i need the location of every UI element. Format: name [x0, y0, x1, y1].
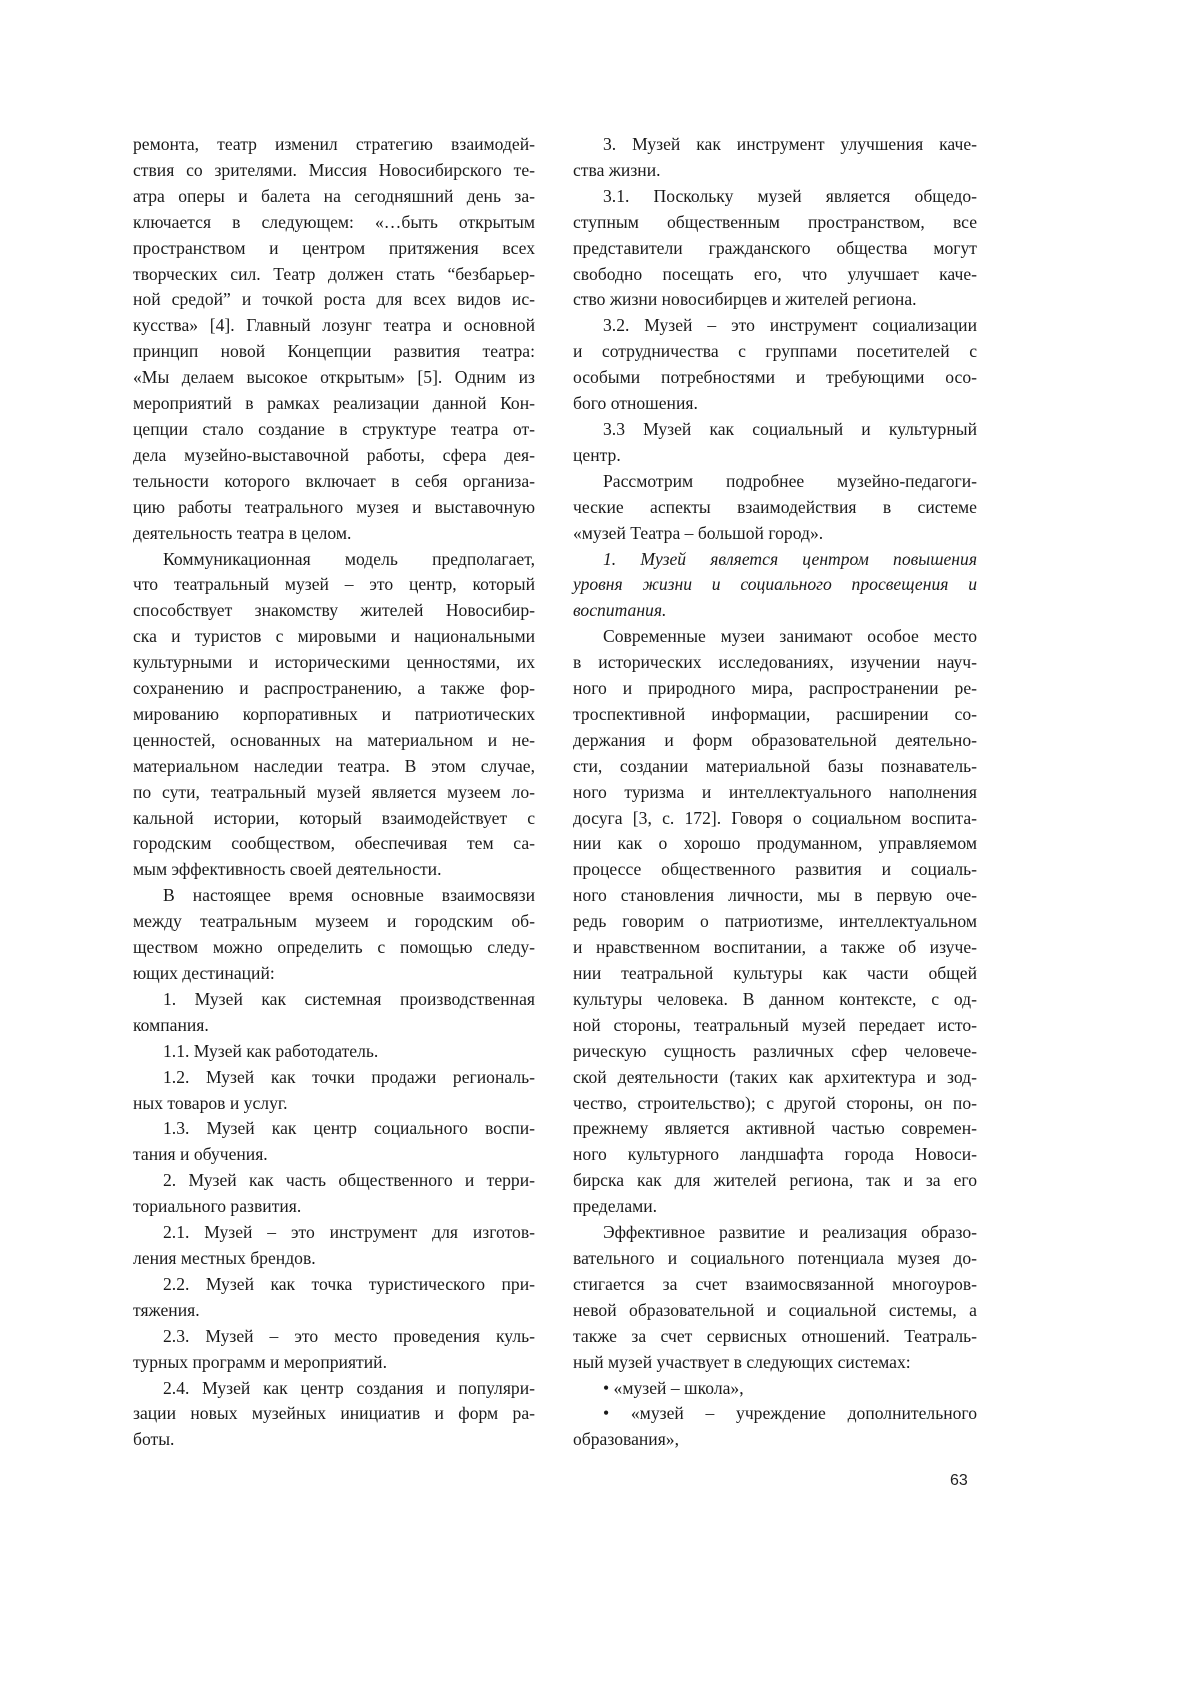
text-line: 1.2. Музей как точки продажи региональ- — [133, 1065, 535, 1091]
text-line: ческие аспекты взаимодействия в системе — [573, 495, 977, 521]
paragraph — [573, 624, 977, 1220]
text-line: 1. Музей является центром повышения — [573, 547, 977, 573]
text-line: Коммуникационная модель предполагает, — [133, 547, 535, 573]
text-line: В настоящее время основные взаимосвязи — [133, 883, 535, 909]
text-line: ного и природного мира, распространении ре- — [573, 676, 977, 702]
text-line: 2. Музей как часть общественного и терри- — [133, 1168, 535, 1194]
text-line: пределами. — [573, 1194, 977, 1220]
text-line: нии как о хорошо продуманном, управляемом — [573, 831, 977, 857]
text-line: образования», — [573, 1427, 977, 1453]
text-line: 1. Музей как системная производственная — [133, 987, 535, 1013]
text-line: прежнему является активной частью современ- — [573, 1116, 977, 1142]
text-line: что театральный музей – это центр, который — [133, 572, 535, 598]
paragraph — [133, 132, 535, 547]
text-line: ступным общественным пространством, все — [573, 210, 977, 236]
paragraph — [133, 1065, 535, 1117]
text-line: ства жизни. — [573, 158, 977, 184]
text-line: цию работы театрального музея и выставочную — [133, 495, 535, 521]
text-line: принцип новой Концепции развития театра: — [133, 339, 535, 365]
text-line: представители гражданского общества могут — [573, 236, 977, 262]
text-line: свободно посещать его, что улучшает каче- — [573, 262, 977, 288]
paragraph — [573, 184, 977, 314]
paragraph — [133, 1272, 535, 1324]
text-line: уровня жизни и социального просвещения и — [573, 572, 977, 598]
text-line: редь говорим о патриотизме, интеллектуальном — [573, 909, 977, 935]
text-line: ных товаров и услуг. — [133, 1091, 535, 1117]
text-line: ствия со зрителями. Миссия Новосибирского те- — [133, 158, 535, 184]
text-line: атра оперы и балета на сегодняшний день за- — [133, 184, 535, 210]
text-line: досуга [3, с. 172]. Говоря о социальном воспита- — [573, 806, 977, 832]
paragraph — [133, 1220, 535, 1272]
text-line: пространством и центром притяжения всех — [133, 236, 535, 262]
text-line: невой образовательной и социальной системы, а — [573, 1298, 977, 1324]
text-line: дела музейно-выставочной работы, сфера дея- — [133, 443, 535, 469]
text-line: чество, строительство); с другой стороны, он по- — [573, 1091, 977, 1117]
text-line: по сути, театральный музей является музеем ло- — [133, 780, 535, 806]
text-line: турных программ и мероприятий. — [133, 1350, 535, 1376]
text-line: 1.1. Музей как работодатель. — [133, 1039, 535, 1065]
text-line: ления местных брендов. — [133, 1246, 535, 1272]
text-line: 2.3. Музей – это место проведения куль- — [133, 1324, 535, 1350]
text-line: 3.3 Музей как социальный и культурный — [573, 417, 977, 443]
text-line: 2.2. Музей как точка туристического при- — [133, 1272, 535, 1298]
text-line: особыми потребностями и требующими осо- — [573, 365, 977, 391]
text-line: также за счет сервисных отношений. Театраль- — [573, 1324, 977, 1350]
text-line: сохранению и распространению, а также фор- — [133, 676, 535, 702]
text-line: Современные музеи занимают особое место — [573, 624, 977, 650]
text-line: 3.1. Поскольку музей является общедо- — [573, 184, 977, 210]
text-line: • «музей – учреждение дополнительного — [573, 1401, 977, 1427]
paragraph — [133, 1376, 535, 1454]
text-line: 3.2. Музей – это инструмент социализации — [573, 313, 977, 339]
text-line: держания и форм образовательной деятельно- — [573, 728, 977, 754]
text-line: способствует знакомству жителей Новосибир- — [133, 598, 535, 624]
text-line: цепции стало создание в структуре театра от- — [133, 417, 535, 443]
text-line: рическую сущность различных сфер человече- — [573, 1039, 977, 1065]
paragraph — [573, 1376, 977, 1402]
text-line: тельности которого включает в себя организа- — [133, 469, 535, 495]
text-line: • «музей – школа», — [573, 1376, 977, 1402]
text-line: 2.4. Музей как центр создания и популяри- — [133, 1376, 535, 1402]
text-line: нии театральной культуры как части общей — [573, 961, 977, 987]
text-line: городским сообществом, обеспечивая тем са- — [133, 831, 535, 857]
text-line: стигается за счет взаимосвязанной многоуров- — [573, 1272, 977, 1298]
text-line: ного становления личности, мы в первую оче- — [573, 883, 977, 909]
paragraph — [133, 987, 535, 1039]
text-line: культурными и историческими ценностями, их — [133, 650, 535, 676]
text-line: бого отношения. — [573, 391, 977, 417]
text-line: творческих сил. Театр должен стать “безбарьер- — [133, 262, 535, 288]
paragraph — [573, 1220, 977, 1375]
text-line: Рассмотрим подробнее музейно-педагоги- — [573, 469, 977, 495]
text-line: бирска как для жителей региона, так и за его — [573, 1168, 977, 1194]
text-line: ремонта, театр изменил стратегию взаимодей- — [133, 132, 535, 158]
text-line: кусства» [4]. Главный лозунг театра и основной — [133, 313, 535, 339]
text-line: в исторических исследованиях, изучении науч- — [573, 650, 977, 676]
text-line: и нравственном воспитании, а также об изуче- — [573, 935, 977, 961]
text-line: ной стороны, театральный музей передает исто- — [573, 1013, 977, 1039]
text-line: материальном наследии театра. В этом случае, — [133, 754, 535, 780]
text-line: сти, создании материальной базы познаватель- — [573, 754, 977, 780]
left-text-column — [133, 132, 535, 1453]
text-line: мированию корпоративных и патриотических — [133, 702, 535, 728]
paragraph — [573, 1401, 977, 1453]
paragraph — [133, 1324, 535, 1376]
text-line: ного культурного ландшафта города Новоси- — [573, 1142, 977, 1168]
text-line: ство жизни новосибирцев и жителей региона. — [573, 287, 977, 313]
text-line: процессе общественного развития и социаль- — [573, 857, 977, 883]
paragraph — [133, 883, 535, 987]
text-line: 1.3. Музей как центр социального воспи- — [133, 1116, 535, 1142]
text-line: воспитания. — [573, 598, 977, 624]
text-line: боты. — [133, 1427, 535, 1453]
text-line: 3. Музей как инструмент улучшения каче- — [573, 132, 977, 158]
text-line: ской деятельности (таких как архитектура и зод- — [573, 1065, 977, 1091]
paragraph — [573, 313, 977, 417]
text-line: «Мы делаем высокое открытым» [5]. Одним из — [133, 365, 535, 391]
text-line: 2.1. Музей – это инструмент для изготов- — [133, 1220, 535, 1246]
right-text-column — [573, 132, 977, 1453]
page-number: 63 — [950, 1472, 968, 1490]
paragraph — [133, 1116, 535, 1168]
text-line: «музей Театра – большой город». — [573, 521, 977, 547]
text-line: ценностей, основанных на материальном и не- — [133, 728, 535, 754]
text-line: компания. — [133, 1013, 535, 1039]
text-line: троспективной информации, расширении со- — [573, 702, 977, 728]
text-line: ществом можно определить с помощью следу- — [133, 935, 535, 961]
paragraph — [573, 132, 977, 184]
text-line: центр. — [573, 443, 977, 469]
text-line: тания и обучения. — [133, 1142, 535, 1168]
text-line: и сотрудничества с группами посетителей с — [573, 339, 977, 365]
text-line: ный музей участвует в следующих системах: — [573, 1350, 977, 1376]
text-line: Эффективное развитие и реализация образо- — [573, 1220, 977, 1246]
text-line: мероприятий в рамках реализации данной Кон- — [133, 391, 535, 417]
text-line: ной средой” и точкой роста для всех видов ис- — [133, 287, 535, 313]
paragraph — [573, 469, 977, 547]
paragraph — [133, 1039, 535, 1065]
text-line: ключается в следующем: «…быть открытым — [133, 210, 535, 236]
paragraph — [133, 547, 535, 884]
text-line: тяжения. — [133, 1298, 535, 1324]
text-line: деятельность театра в целом. — [133, 521, 535, 547]
text-line: кальной истории, который взаимодействует с — [133, 806, 535, 832]
text-line: вательного и социального потенциала музея до- — [573, 1246, 977, 1272]
text-line: ющих дестинаций: — [133, 961, 535, 987]
text-line: ториального развития. — [133, 1194, 535, 1220]
text-line: мым эффективность своей деятельности. — [133, 857, 535, 883]
paragraph — [133, 1168, 535, 1220]
text-line: зации новых музейных инициатив и форм ра- — [133, 1401, 535, 1427]
paragraph — [573, 417, 977, 469]
text-line: между театральным музеем и городским об- — [133, 909, 535, 935]
text-line: ного туризма и интеллектуального наполнения — [573, 780, 977, 806]
italic-heading-paragraph — [573, 547, 977, 625]
text-line: ска и туристов с мировыми и национальными — [133, 624, 535, 650]
text-line: культуры человека. В данном контексте, с од- — [573, 987, 977, 1013]
